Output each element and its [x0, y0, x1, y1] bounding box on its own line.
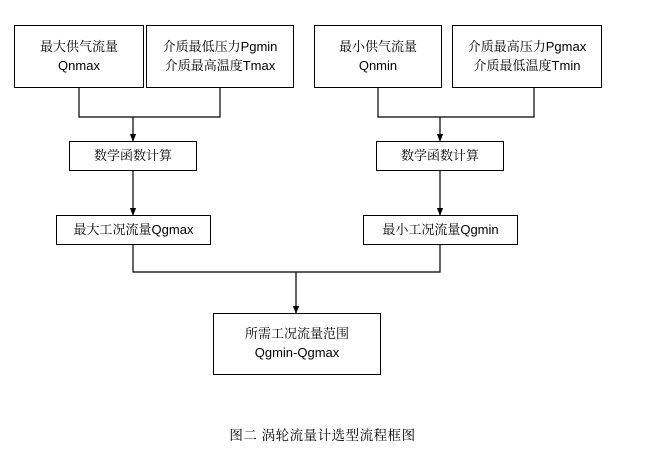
node-pgmin-line-1: 介质最低压力Pgmin [162, 38, 278, 54]
node-qnmax [14, 25, 144, 88]
node-result-line-1: 所需工况流量范围 [244, 326, 349, 342]
node-calc-right [376, 141, 504, 171]
node-result-line-2: Qgmin-Qgmax [254, 345, 340, 360]
figure-caption: 图二 涡轮流量计选型流程框图 [229, 428, 416, 443]
node-qgmin-label: 最小工况流量Qgmin [382, 221, 499, 237]
node-pgmin-line-2: 介质最高温度Tmax [164, 57, 276, 73]
node-pgmin [146, 25, 294, 88]
node-pgmax-line-2: 介质最低温度Tmin [473, 57, 581, 73]
node-qgmax-label: 最大工况流量Qgmax [73, 221, 194, 237]
node-qnmin-line-1: 最小供气流量 [338, 38, 417, 54]
node-qnmax-line-2: Qnmax [58, 57, 100, 73]
node-qnmin-line-2: Qnmin [358, 57, 398, 73]
node-calc-left [69, 141, 197, 171]
node-qnmax-line-1: 最大供气流量 [39, 38, 118, 54]
node-result [213, 313, 381, 375]
node-qnmin [314, 25, 442, 88]
node-qgmax [56, 215, 211, 245]
node-calc-right-label: 数学函数计算 [400, 147, 479, 163]
node-pgmax [452, 25, 602, 88]
node-pgmax-line-1: 介质最高压力Pgmax [467, 38, 587, 54]
node-calc-left-label: 数学函数计算 [93, 147, 172, 163]
node-qgmin [363, 215, 518, 245]
